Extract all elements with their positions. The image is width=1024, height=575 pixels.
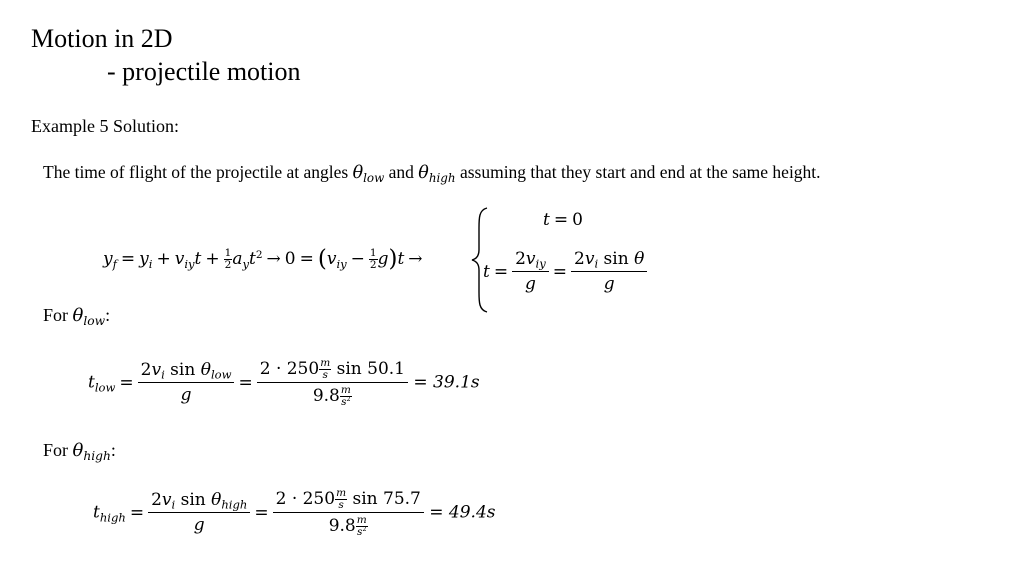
example-label: Example 5 Solution: <box>31 116 179 136</box>
result-high: = 49.4s <box>429 502 496 523</box>
result-low: = 39.1s <box>413 372 480 393</box>
intro-text-end: assuming that they start and end at the same height. <box>455 162 821 182</box>
slide-title: Motion in 2D <box>31 24 173 53</box>
intro-text-and: and <box>384 162 419 182</box>
theta-high-symbol: $\theta_{high}$ <box>418 163 456 185</box>
kinematics-equation: $y_f = y_i + v_{iy}t$ + $\frac{1}{2}$ $a_yt^2 \to 0 = (v_{iy}$ − $\frac{1}{2}$ g)t → <box>103 246 423 272</box>
for-theta-low-label: For $\theta_{low}$: <box>43 305 111 328</box>
case-t-zero: t = 0 <box>543 210 583 230</box>
intro-text-start: The time of flight of the projectile at angles <box>43 162 353 182</box>
case-time-of-flight: t = $\frac{2v_{iy}}{g}$ = $\frac{2v_i \sin \theta}{g}$ <box>483 249 647 296</box>
theta-low-symbol: $\theta_{low}$ <box>352 163 385 185</box>
for-theta-high-label: For $\theta_{high}$: <box>43 440 116 463</box>
time-high-equation: $t_{high}$ = $\frac{2v_i \sin \theta_{high}}{g}$ = 2 · 250 $\frac{m}{s}$ sin 75.7 9.8 $\frac{m}{s^2}$ = 49.4s <box>93 487 496 539</box>
slide-subtitle: - projectile motion <box>107 57 301 86</box>
time-low-equation: $t_{low}$ = $\frac{2v_i \sin \theta_{low}}{g}$ = 2 · 250 $\frac{m}{s}$ sin 50.1 9.8 $\frac{m}{s^2}$ = 39.1s <box>88 357 480 409</box>
intro-paragraph <box>43 160 821 185</box>
